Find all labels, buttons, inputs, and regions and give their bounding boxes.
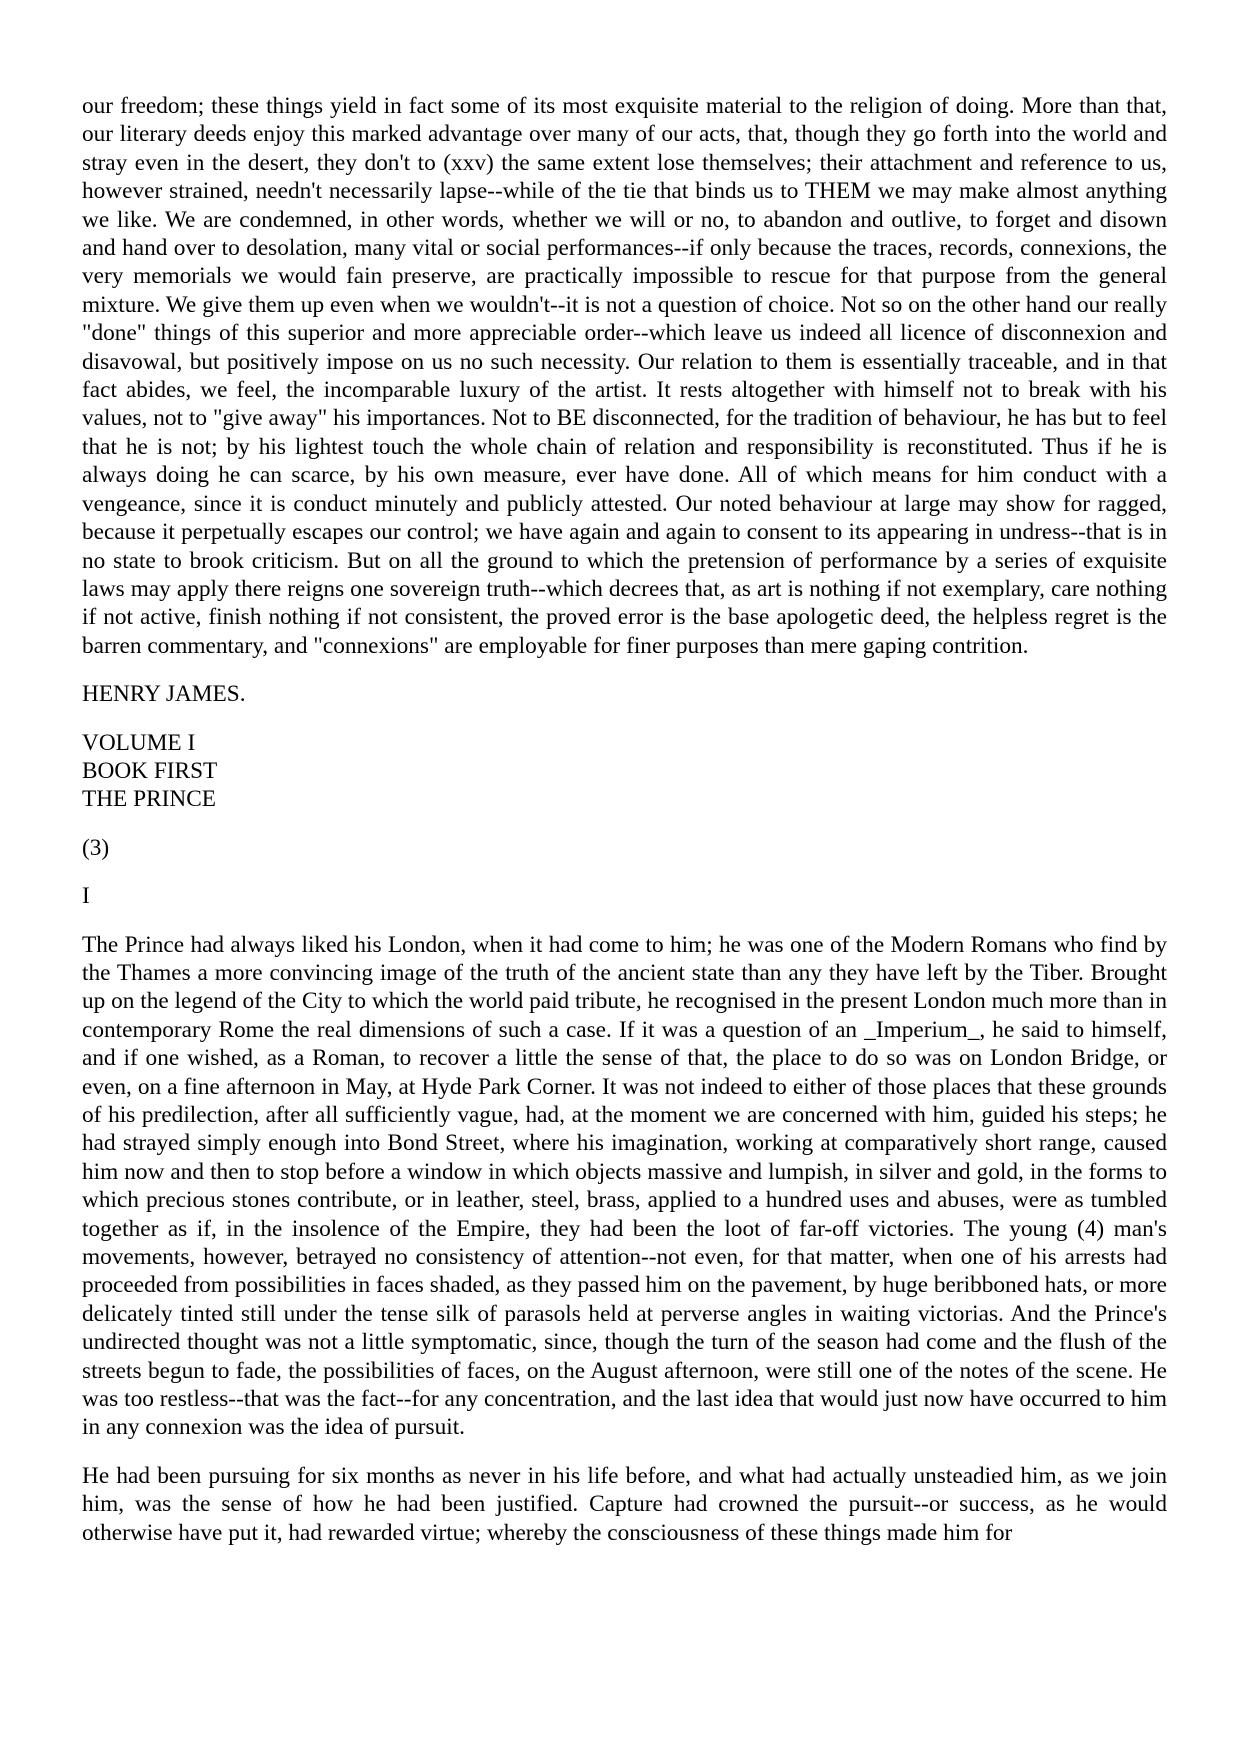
part-title: THE PRINCE <box>82 786 216 813</box>
volume-label: VOLUME I <box>82 729 196 756</box>
chapter-number: I <box>82 883 90 910</box>
book-label: BOOK FIRST <box>82 757 218 784</box>
volume-heading <box>82 729 1167 814</box>
author-signature: HENRY JAMES. <box>82 681 246 708</box>
page-marker: (3) <box>82 834 110 861</box>
chapter-paragraph: The Prince had always liked his London, when it had come to him; he was one of the Modern Romans who find by the Thames a more convincing image of the truth of the ancient state than any they have left by the Tiber. Brought up on the legend of the City to which the world paid tribute, he recognised in the present London much more than in contemporary Rome the real dimensions of such a case. If it was a question of an _Imperium_, he said to himself, and if one wished, as a Roman, to recover a little the sense of that, the place to do so was on London Bridge, or even, on a fine afternoon in May, at Hyde Park Corner. It was not indeed to either of those places that these grounds of his predilection, after all sufficiently vague, had, at the moment we are concerned with him, guided his steps; he had strayed simply enough into Bond Street, where his imagination, working at comparatively short range, caused him now and then to stop before a window in which objects massive and lumpish, in silver and gold, in the forms to which precious stones contribute, or in leather, steel, brass, applied to a hundred uses and abuses, were as tumbled together as if, in the insolence of the Empire, they had been the loot of far-off victories. The young (4) man's movements, however, betrayed no consistency of attention--not even, for that matter, when one of his arrests had proceeded from possibilities in faces shaded, as they passed him on the pavement, by huge beribboned hats, or more delicately tinted still under the tense silk of parasols held at perverse angles in waiting victorias. And the Prince's undirected thought was not a little symptomatic, since, though the turn of the season had come and the flush of the streets begun to fade, the possibilities of faces, on the August afternoon, were still one of the notes of the scene. He was too restless--that was the fact--for any concentration, and the last idea that would just now have occurred to him in any connexion was the idea of pursuit. <box>82 931 1167 1441</box>
chapter-paragraph: He had been pursuing for six months as never in his life before, and what had actually unsteadied him, as we join him, was the sense of how he had been justified. Capture had crowned the pursuit--or success, as he would otherwise have put it, had rewarded virtue; whereby the consciousness of these things made him for <box>82 1462 1167 1546</box>
preface-paragraph: our freedom; these things yield in fact some of its most exquisite material to the religion of doing. More than that, our literary deeds enjoy this marked advantage over many of our acts, that, though they go forth into the world and stray even in the desert, they don't to (xxv) the same extent lose themselves; their attachment and reference to us, however strained, needn't necessarily lapse--while of the tie that binds us to THEM we may make almost anything we like. We are condemned, in other words, whether we will or no, to abandon and outlive, to forget and disown and hand over to desolation, many vital or social performances--if only because the traces, records, connexions, the very memorials we would fain preserve, are practically impossible to rescue for that purpose from the general mixture. We give them up even when we wouldn't--it is not a question of choice. Not so on the other hand our really "done" things of this superior and more appreciable order--which leave us indeed all licence of disconnexion and disavowal, but positively impose on us no such necessity. Our relation to them is essentially traceable, and in that fact abides, we feel, the incomparable luxury of the artist. It rests altogether with himself not to break with his values, not to "give away" his importances. Not to BE disconnected, for the tradition of behaviour, he has but to feel that he is not; by his lightest touch the whole chain of relation and responsibility is reconstituted. Thus if he is always doing he can scarce, by his own measure, ever have done. All of which means for him conduct with a vengeance, since it is conduct minutely and publicly attested. Our noted behaviour at large may show for ragged, because it perpetually escapes our control; we have again and again to consent to its appearing in undress--that is in no state to brook criticism. But on all the ground to which the pretension of performance by a series of exquisite laws may apply there reigns one sovereign truth--which decrees that, as art is nothing if not exemplary, care nothing if not active, finish nothing if not consistent, the proved error is the base apologetic deed, the helpless regret is the barren commentary, and "connexions" are employable for finer purposes than mere gaping contrition. <box>82 93 1167 659</box>
document-page <box>82 92 1167 1567</box>
